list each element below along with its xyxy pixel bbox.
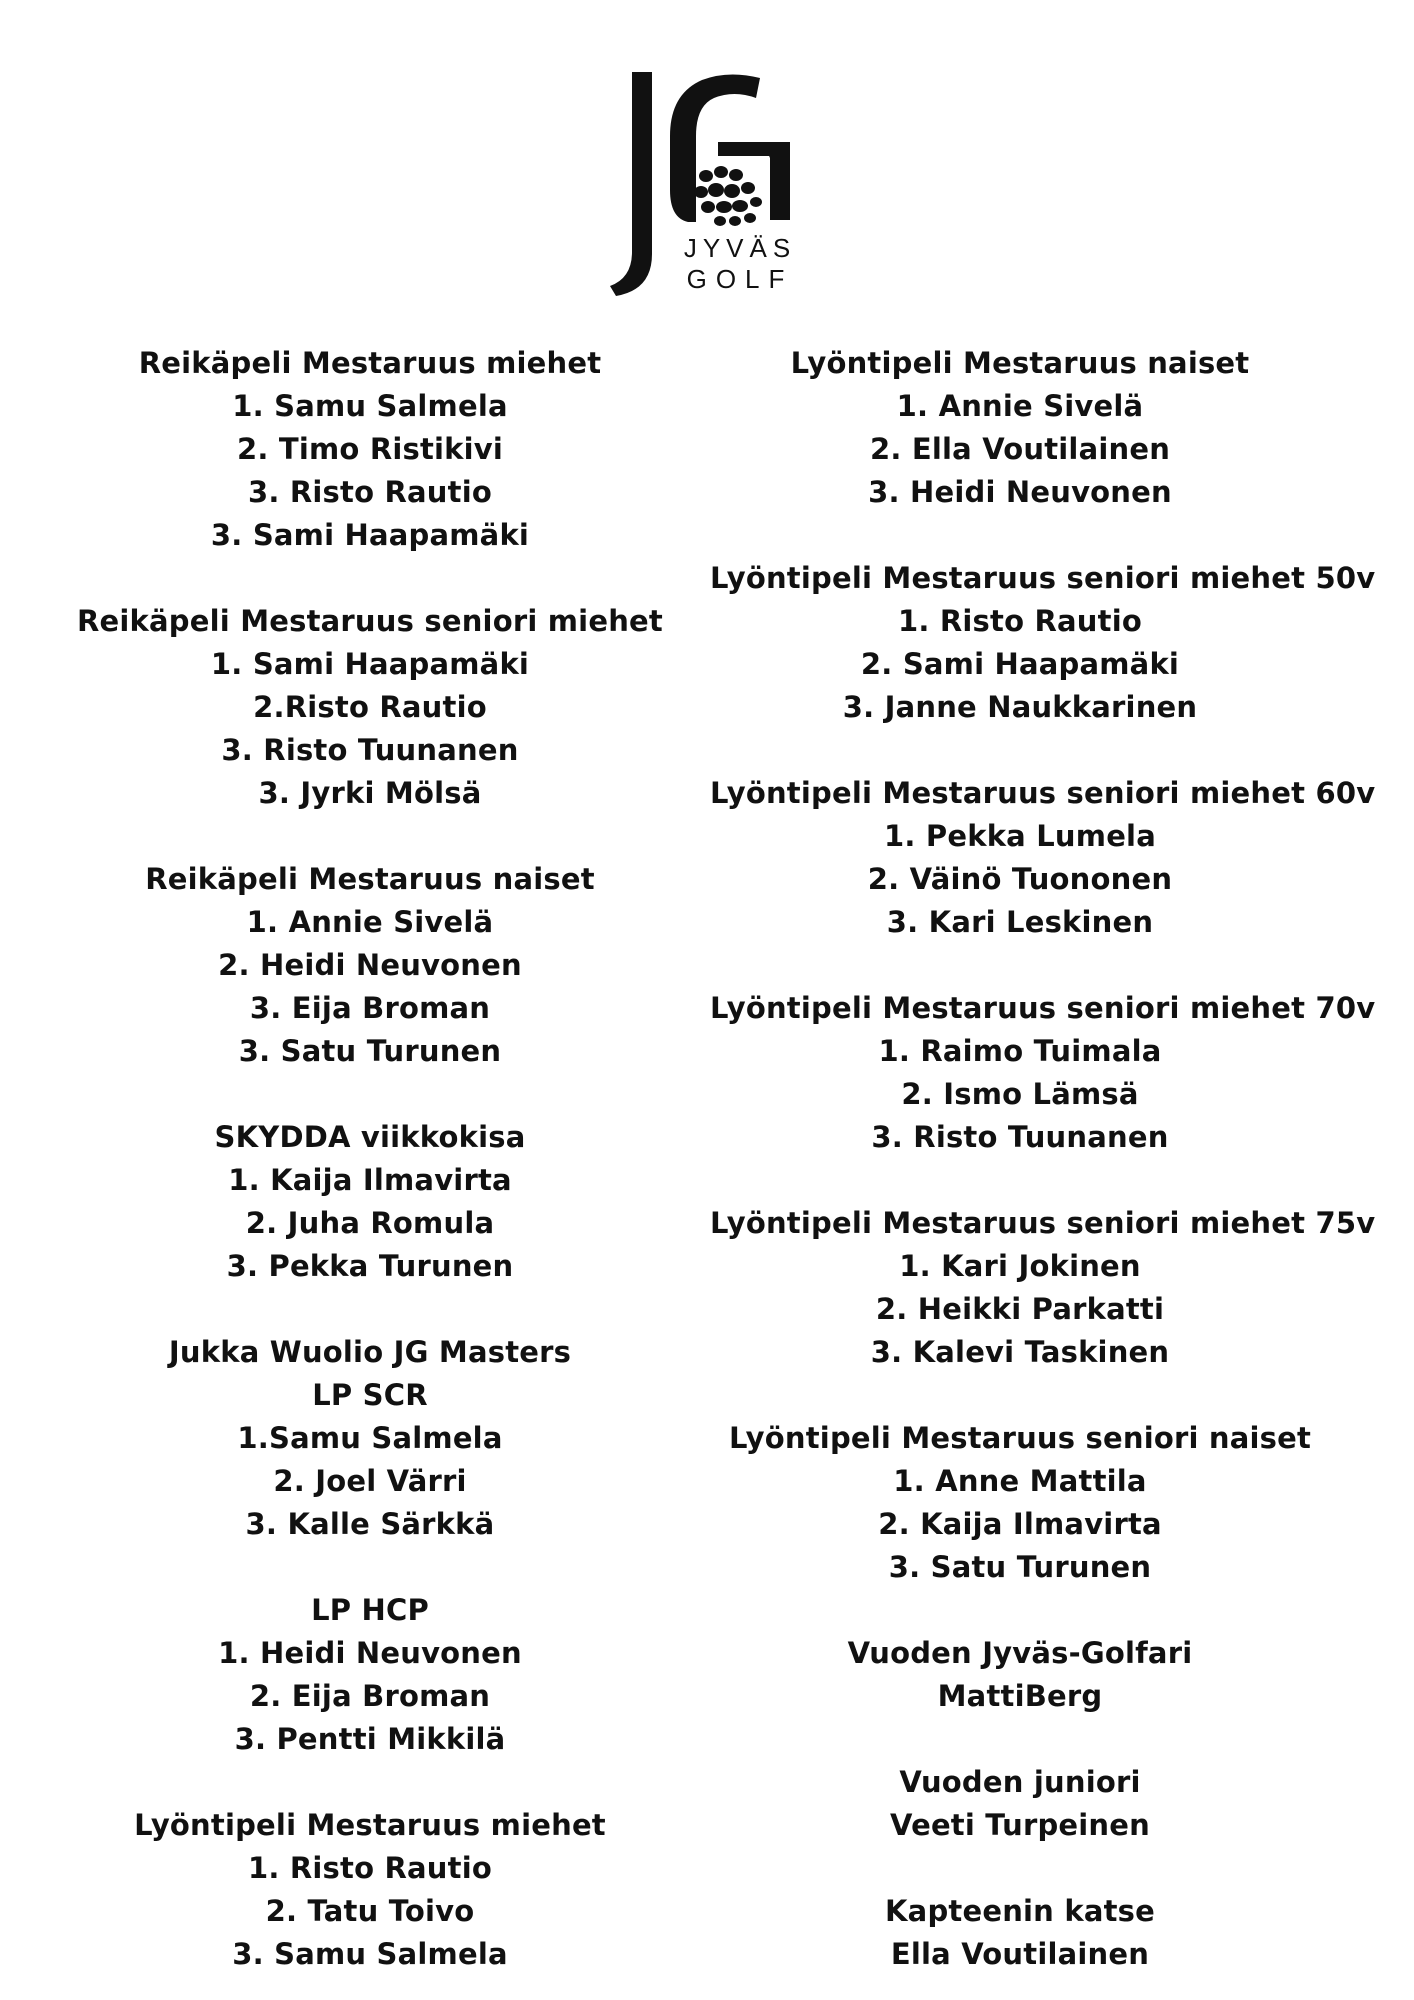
section-title: Lyöntipeli Mestaruus miehet <box>134 1808 606 1842</box>
result-entry: 1. Annie Sivelä <box>896 389 1144 423</box>
result-entry: 3. Kari Leskinen <box>886 905 1154 939</box>
section-spacer <box>60 1546 680 1589</box>
section-title: Jukka Wuolio JG Masters <box>168 1335 572 1369</box>
result-entry: 3. Eija Broman <box>249 991 491 1025</box>
result-entry: 1. Kaija Ilmavirta <box>228 1163 512 1197</box>
result-entry: 2. Sami Haapamäki <box>860 647 1180 681</box>
result-entry: 2. Ismo Lämsä <box>901 1077 1139 1111</box>
result-entry: 3. Jyrki Mölsä <box>258 776 482 810</box>
result-entry: 1.Samu Salmela <box>237 1421 503 1455</box>
section-spacer <box>710 1718 1330 1761</box>
section-title: Lyöntipeli Mestaruus seniori miehet 70v <box>710 991 1376 1025</box>
result-section <box>710 342 1330 514</box>
section-spacer <box>60 815 680 858</box>
result-section <box>60 342 680 557</box>
wordmark-jyvas: JYVÄS <box>683 233 797 263</box>
result-entry: 3. Janne Naukkarinen <box>842 690 1198 724</box>
section-title: Reikäpeli Mestaruus miehet <box>138 346 602 380</box>
result-section <box>60 858 680 1073</box>
section-spacer <box>710 514 1330 557</box>
section-title: Lyöntipeli Mestaruus seniori miehet 75v <box>710 1206 1376 1240</box>
result-entry: 3. Pekka Turunen <box>226 1249 514 1283</box>
jg-monogram-icon <box>600 72 820 302</box>
result-entry: 1. Risto Rautio <box>898 604 1142 638</box>
result-entry: 3. Samu Salmela <box>232 1937 508 1971</box>
left-column <box>60 342 680 1976</box>
section-title: Vuoden juniori <box>899 1765 1141 1799</box>
result-entry: 3. Risto Rautio <box>248 475 492 509</box>
result-entry: 1. Annie Sivelä <box>246 905 494 939</box>
section-spacer <box>60 1073 680 1116</box>
jyvas-golf-logo <box>600 72 820 302</box>
result-entry: 3. Risto Tuunanen <box>221 733 519 767</box>
section-title: Lyöntipeli Mestaruus naiset <box>790 346 1250 380</box>
result-entry: 2. Ella Voutilainen <box>869 432 1171 466</box>
result-section <box>60 1116 680 1288</box>
result-entry: 2. Tatu Toivo <box>265 1894 475 1928</box>
result-section <box>60 1804 680 1976</box>
result-entry: Veeti Turpeinen <box>890 1808 1150 1842</box>
section-title: Vuoden Jyväs-Golfari <box>847 1636 1193 1670</box>
section-spacer <box>710 1374 1330 1417</box>
section-spacer <box>60 557 680 600</box>
result-section <box>710 1632 1330 1718</box>
result-entry: 3. Heidi Neuvonen <box>868 475 1172 509</box>
section-title: LP HCP <box>311 1593 429 1627</box>
section-title: Lyöntipeli Mestaruus seniori miehet 60v <box>710 776 1376 810</box>
result-entry: 1. Kari Jokinen <box>899 1249 1141 1283</box>
result-entry: 2. Juha Romula <box>245 1206 495 1240</box>
result-entry: 1. Samu Salmela <box>232 389 508 423</box>
result-section <box>710 987 1376 1159</box>
section-title: SKYDDA viikkokisa <box>214 1120 526 1154</box>
section-spacer <box>60 1761 680 1804</box>
result-section <box>710 1761 1330 1847</box>
result-entry: 1. Heidi Neuvonen <box>218 1636 522 1670</box>
result-entry: 3. Satu Turunen <box>888 1550 1152 1584</box>
section-title: Kapteenin katse <box>885 1894 1155 1928</box>
result-entry: 2. Joel Värri <box>273 1464 467 1498</box>
section-spacer <box>710 944 1330 987</box>
result-entry: 3. Satu Turunen <box>238 1034 502 1068</box>
right-column <box>710 342 1376 1976</box>
result-entry: 1. Anne Mattila <box>893 1464 1147 1498</box>
result-entry: 2. Heikki Parkatti <box>875 1292 1165 1326</box>
section-spacer <box>60 1288 680 1331</box>
result-section <box>710 1202 1376 1374</box>
result-entry: 1. Risto Rautio <box>248 1851 492 1885</box>
result-section <box>60 600 680 815</box>
section-title: Reikäpeli Mestaruus naiset <box>145 862 595 896</box>
result-entry: 3. Kalevi Taskinen <box>870 1335 1170 1369</box>
result-entry: LP SCR <box>312 1378 428 1412</box>
section-spacer <box>710 729 1330 772</box>
result-entry: 2. Kaija Ilmavirta <box>878 1507 1162 1541</box>
result-entry: 2. Heidi Neuvonen <box>218 948 522 982</box>
section-title: Lyöntipeli Mestaruus seniori naiset <box>728 1421 1312 1455</box>
golf-ball-dimples-icon <box>694 166 762 226</box>
result-entry: Ella Voutilainen <box>890 1937 1150 1971</box>
result-entry: 2. Väinö Tuononen <box>867 862 1173 896</box>
result-entry: 1. Raimo Tuimala <box>878 1034 1162 1068</box>
section-spacer <box>710 1847 1330 1890</box>
result-entry: 3. Sami Haapamäki <box>210 518 530 552</box>
section-spacer <box>710 1159 1330 1202</box>
result-entry: 3. Kalle Särkkä <box>245 1507 495 1541</box>
result-entry: MattiBerg <box>937 1679 1103 1713</box>
result-entry: 2. Timo Ristikivi <box>236 432 504 466</box>
result-entry: 2. Eija Broman <box>249 1679 491 1713</box>
result-entry: 3. Pentti Mikkilä <box>234 1722 506 1756</box>
result-section <box>710 1417 1330 1589</box>
wordmark-golf: GOLF <box>686 264 794 294</box>
section-spacer <box>710 1589 1330 1632</box>
result-section <box>710 1890 1330 1976</box>
result-section <box>60 1589 680 1761</box>
result-section <box>60 1331 680 1546</box>
result-entry: 3. Risto Tuunanen <box>871 1120 1169 1154</box>
section-title: Lyöntipeli Mestaruus seniori miehet 50v <box>710 561 1376 595</box>
result-entry: 2.Risto Rautio <box>253 690 487 724</box>
result-section <box>710 557 1376 729</box>
result-section <box>710 772 1376 944</box>
result-entry: 1. Sami Haapamäki <box>210 647 530 681</box>
section-title: Reikäpeli Mestaruus seniori miehet <box>77 604 663 638</box>
result-entry: 1. Pekka Lumela <box>884 819 1156 853</box>
